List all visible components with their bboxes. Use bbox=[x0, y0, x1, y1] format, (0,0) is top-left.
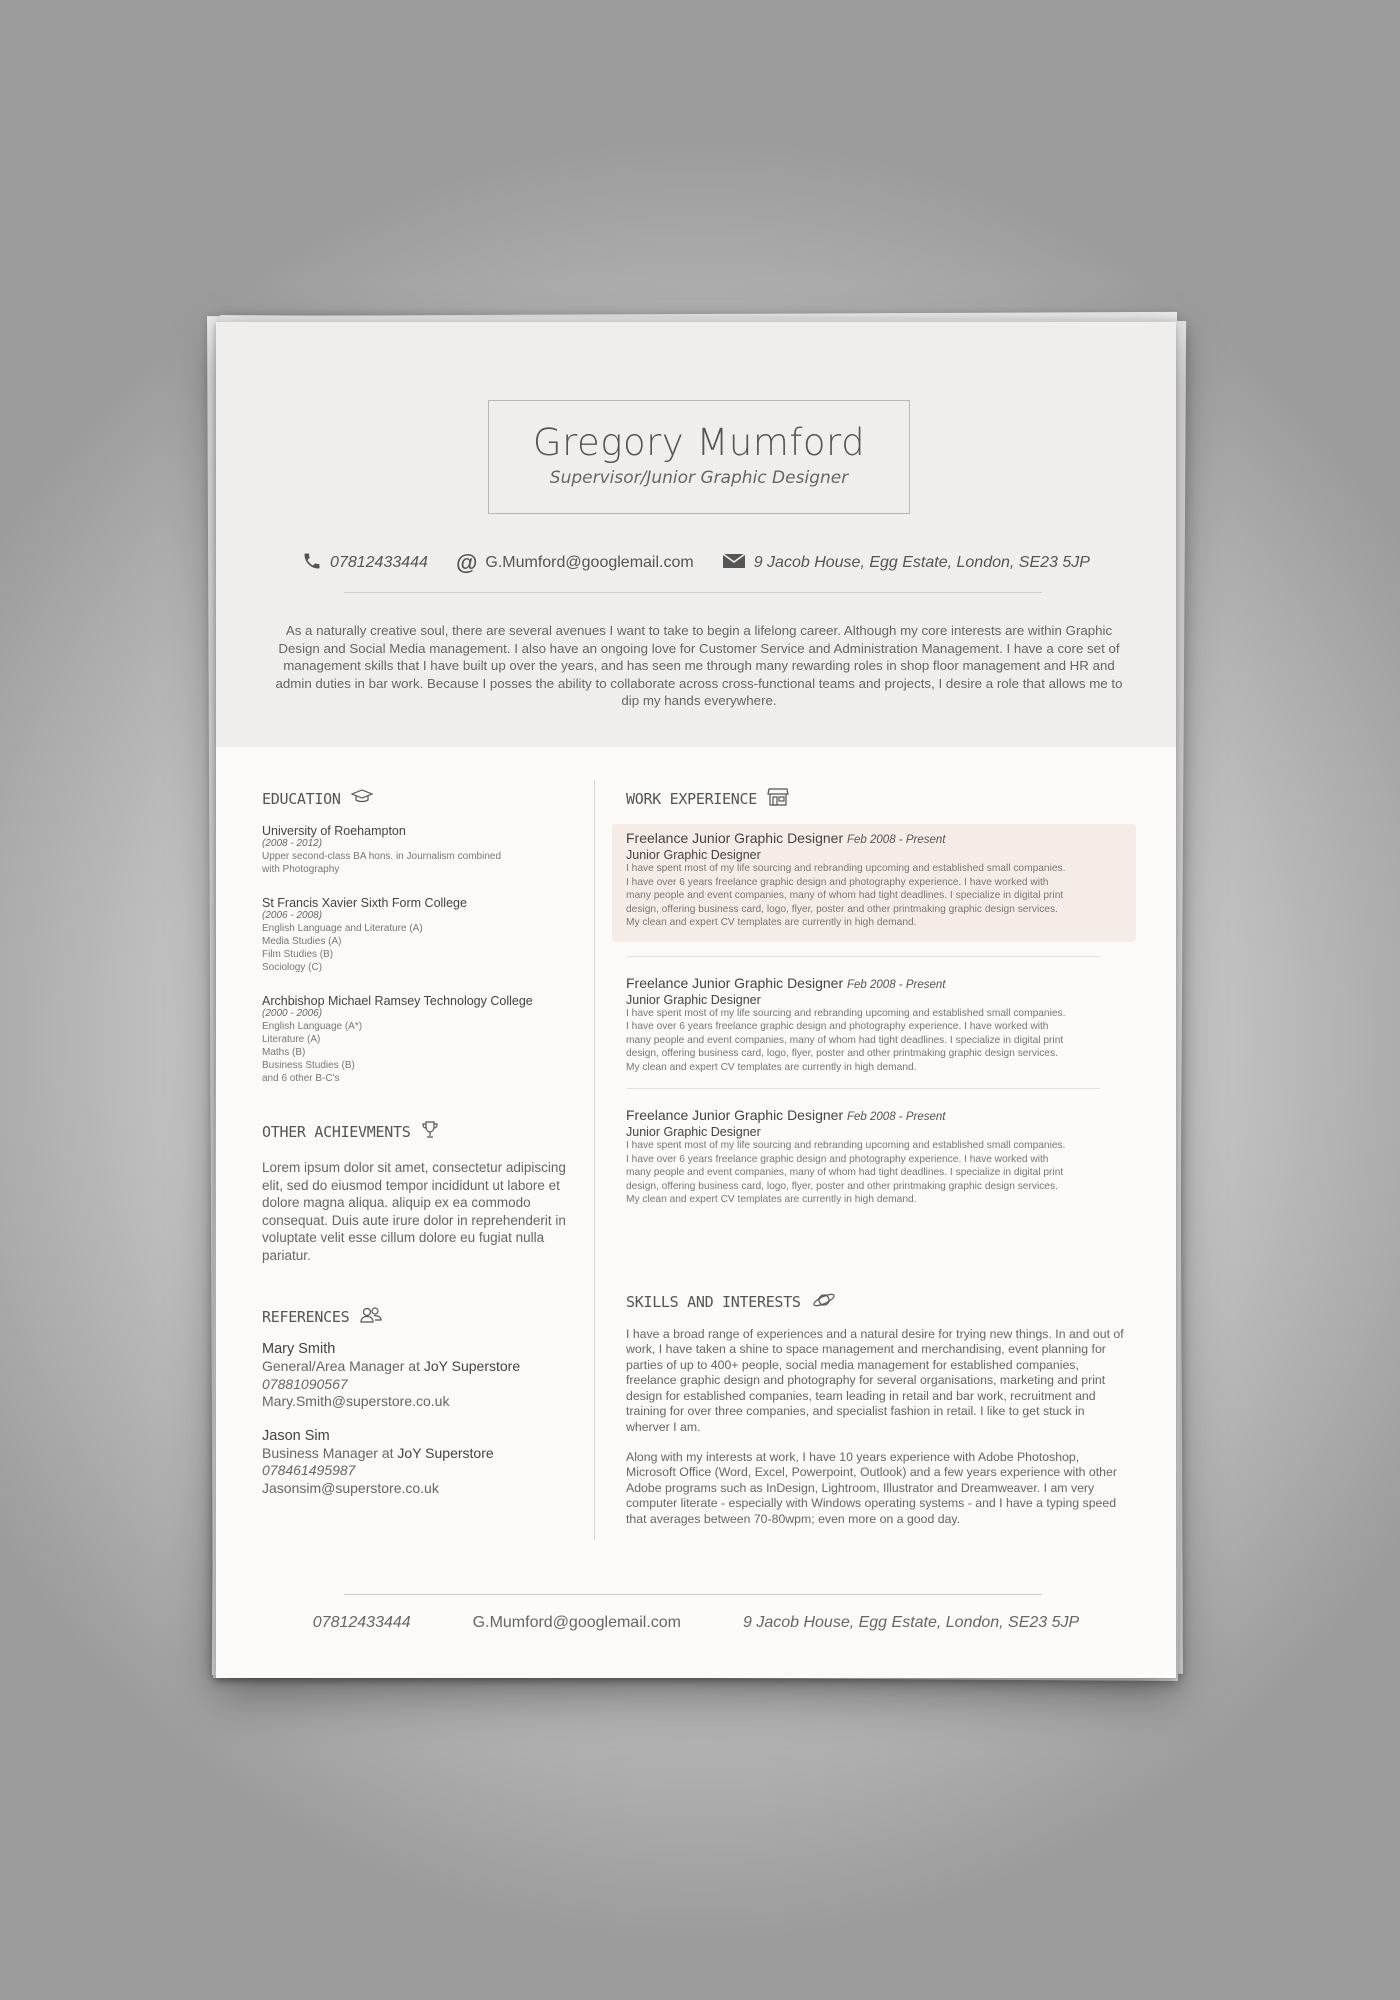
achievements-heading bbox=[262, 1119, 572, 1145]
reference-position bbox=[262, 1358, 572, 1376]
footer-phone: 07812433444 bbox=[312, 1614, 411, 1631]
reference-item bbox=[262, 1340, 572, 1411]
work-title: WORK EXPERIENCE bbox=[626, 790, 757, 808]
job-separator bbox=[626, 956, 1100, 957]
education-detail: Upper second-class BA hons. in Journalism combined bbox=[262, 851, 502, 862]
work-heading bbox=[626, 786, 1126, 812]
job-item bbox=[612, 1107, 1136, 1219]
education-detail: with Photography bbox=[262, 864, 340, 875]
job-date: Feb 2008 - Present bbox=[847, 978, 946, 991]
reference-phone: 078461495987 bbox=[262, 1462, 356, 1478]
header-divider bbox=[344, 592, 1042, 593]
education-school: Archbishop Michael Ramsey Technology College bbox=[262, 994, 533, 1008]
education-detail: Maths (B) bbox=[262, 1047, 306, 1058]
left-column bbox=[262, 786, 572, 1513]
job-desc-line: design, offering business card, logo, flyer, poster and other printmaking graphic design services. bbox=[626, 903, 1058, 915]
job-title: Freelance Junior Graphic Designer bbox=[626, 1107, 844, 1123]
column-divider bbox=[594, 780, 595, 1540]
reference-email[interactable]: Mary.Smith@superstore.co.uk bbox=[262, 1393, 450, 1409]
reference-company: JoY Superstore bbox=[397, 1444, 494, 1461]
reference-email[interactable]: Jasonsim@superstore.co.uk bbox=[262, 1479, 439, 1496]
skills-title: SKILLS AND INTERESTS bbox=[626, 1292, 801, 1311]
job-subtitle: Junior Graphic Designer bbox=[626, 1125, 761, 1139]
education-title: EDUCATION bbox=[262, 790, 341, 808]
contact-phone-text: 07812433444 bbox=[330, 554, 428, 571]
intro-paragraph: As a naturally creative soul, there are several avenues I want to take to begin a lifelong career. Although my core interests are within Graphic Design and Social Media management. I also have an ongoing love for Customer Service and Administration Management. I have a core set of management skills that I have built up over the years, and has seen me through many rewarding roles in shop floor management and HR and admin duties in bar work. Because I posses the ability to collaborate across cross-functional teams and projects, I desire a role that allows me to dip my hands everywhere. bbox=[275, 623, 1123, 708]
reference-role: General/Area Manager at bbox=[262, 1358, 424, 1374]
job-desc-line: I have over 6 years freelance graphic design and photography experience. I have worked with bbox=[626, 1021, 1049, 1032]
education-detail: English Language (A*) bbox=[262, 1021, 363, 1032]
education-item bbox=[262, 824, 572, 876]
reference-phone: 07881090567 bbox=[262, 1375, 348, 1392]
job-desc-line: design, offering business card, logo, flyer, poster and other printmaking graphic design services. bbox=[626, 1180, 1058, 1192]
education-detail: Film Studies (B) bbox=[262, 949, 334, 960]
planet-icon bbox=[811, 1290, 837, 1314]
shop-icon bbox=[767, 787, 789, 811]
job-desc-line: design, offering business card, logo, flyer, poster and other printmaking graphic design services. bbox=[626, 1048, 1058, 1059]
contact-phone bbox=[302, 551, 428, 575]
job-date: Feb 2008 - Present bbox=[847, 834, 946, 846]
envelope-icon bbox=[722, 552, 746, 574]
contact-address-text: 9 Jacob House, Egg Estate, London, SE23 5JP bbox=[753, 554, 1090, 571]
job-desc-line: I have spent most of my life sourcing and rebranding upcoming and established small companies. bbox=[626, 1007, 1066, 1019]
education-detail: Sociology (C) bbox=[262, 962, 323, 973]
reference-name: Jason Sim bbox=[262, 1427, 330, 1444]
skills-paragraph: Along with my interests at work, I have 10 years experience with Adobe Photoshop, Microsoft Office (Word, Excel, Powerpoint, Outlook) and a few years experience with other Adobe programs such as InDesign, Lightroom, Illustrator and Dreamweaver. I am very computer literate - especially with Windows operating systems - and I have a typing speed that averages between 70-80wpm; even more on a good day. bbox=[626, 1449, 1117, 1527]
education-item bbox=[262, 896, 572, 974]
name-box bbox=[488, 400, 910, 514]
job-desc-line: I have over 6 years freelance graphic design and photography experience. I have worked with bbox=[626, 1153, 1049, 1165]
right-column bbox=[626, 786, 1126, 1542]
job-item bbox=[612, 824, 1136, 942]
job-desc-line: My clean and expert CV templates are currently in high demand. bbox=[626, 1061, 917, 1073]
users-icon bbox=[359, 1306, 383, 1328]
education-detail: and 6 other B-C's bbox=[262, 1073, 340, 1084]
job-desc-line: I have spent most of my life sourcing and rebranding upcoming and established small companies. bbox=[626, 1140, 1066, 1151]
education-years: (2006 - 2008) bbox=[262, 910, 323, 921]
contact-email-text: G.Mumford@googlemail.com bbox=[485, 554, 694, 571]
references-heading bbox=[262, 1304, 572, 1330]
education-school: University of Roehampton bbox=[262, 824, 406, 838]
skills-paragraph: I have a broad range of experiences and a natural desire for trying new things. In and out of work, I have taken a shine to space management and merchandising, event planning for parties of up to 400+ people, social media management for established companies, freelance graphic design and photography for several organisations, marketing and print design for established companies, team leading in retail and bar work, recruitment and training for over three companies, and specialist fashion in retail. I like to get stuck in wherver I am. bbox=[626, 1326, 1124, 1435]
job-title-line bbox=[626, 830, 1122, 848]
job-title: Freelance Junior Graphic Designer bbox=[626, 974, 844, 991]
phone-icon bbox=[302, 551, 322, 575]
reference-item bbox=[262, 1427, 572, 1498]
education-years: (2000 - 2006) bbox=[262, 1008, 323, 1019]
reference-position bbox=[262, 1445, 572, 1463]
education-detail: English Language and Literature (A) bbox=[262, 923, 423, 934]
job-separator bbox=[626, 1088, 1100, 1089]
job-subtitle: Junior Graphic Designer bbox=[626, 848, 761, 862]
education-detail: Business Studies (B) bbox=[262, 1060, 355, 1071]
references-title: REFERENCES bbox=[262, 1308, 350, 1326]
job-date: Feb 2008 - Present bbox=[847, 1111, 946, 1123]
footer-divider bbox=[344, 1594, 1042, 1595]
education-heading bbox=[262, 786, 572, 812]
job-desc-line: My clean and expert CV templates are currently in high demand. bbox=[626, 1194, 917, 1205]
job-title: Freelance Junior Graphic Designer bbox=[626, 830, 844, 846]
job-desc-line: many people and event companies, many of whom had tight deadlines. I specialize in digital print bbox=[626, 890, 1064, 901]
job-title-line bbox=[626, 975, 1122, 993]
education-item bbox=[262, 994, 572, 1085]
footer-address: 9 Jacob House, Egg Estate, London, SE23 5JP bbox=[742, 1614, 1080, 1631]
candidate-role: Supervisor/Junior Graphic Designer bbox=[549, 468, 849, 488]
contact-row bbox=[216, 548, 1176, 578]
graduation-cap-icon bbox=[351, 789, 373, 809]
job-subtitle: Junior Graphic Designer bbox=[626, 992, 761, 1007]
job-desc-line: many people and event companies, many of whom had tight deadlines. I specialize in digital print bbox=[626, 1034, 1064, 1046]
education-school: St Francis Xavier Sixth Form College bbox=[262, 896, 467, 910]
reference-company: JoY Superstore bbox=[423, 1358, 521, 1374]
at-sign-icon: @ bbox=[455, 550, 478, 575]
candidate-name: Gregory Mumford bbox=[532, 421, 866, 464]
job-title-line bbox=[626, 1107, 1122, 1125]
footer bbox=[216, 1614, 1176, 1644]
education-detail: Literature (A) bbox=[262, 1034, 321, 1045]
reference-name: Mary Smith bbox=[262, 1341, 336, 1357]
education-years: (2008 - 2012) bbox=[262, 838, 323, 849]
trophy-icon bbox=[420, 1120, 440, 1144]
achievements-text: Lorem ipsum dolor sit amet, consectetur adipiscing elit, sed do eiusmod tempor incididunt ut labore et dolore magna aliqua. aliquip ex ea commodo consequat. Duis aute irure dolor in reprehenderit in voluptate velit esse cillum dolore eu fugiat nulla pariatur. bbox=[262, 1160, 566, 1263]
contact-email bbox=[456, 552, 694, 574]
job-desc-line: My clean and expert CV templates are currently in high demand. bbox=[626, 917, 917, 928]
job-item bbox=[612, 975, 1136, 1087]
contact-address bbox=[722, 552, 1090, 574]
achievements-title: OTHER ACHIEVMENTS bbox=[262, 1123, 411, 1141]
reference-role: Business Manager at bbox=[262, 1444, 398, 1461]
resume-page bbox=[216, 322, 1176, 1678]
education-detail: Media Studies (A) bbox=[262, 936, 342, 947]
job-desc-line: I have over 6 years freelance graphic design and photography experience. I have worked with bbox=[626, 876, 1049, 888]
skills-heading bbox=[626, 1289, 1126, 1315]
job-desc-line: I have spent most of my life sourcing and rebranding upcoming and established small companies. bbox=[626, 863, 1066, 874]
footer-email: G.Mumford@googlemail.com bbox=[472, 1614, 681, 1631]
job-desc-line: many people and event companies, many of whom had tight deadlines. I specialize in digital print bbox=[626, 1167, 1064, 1178]
